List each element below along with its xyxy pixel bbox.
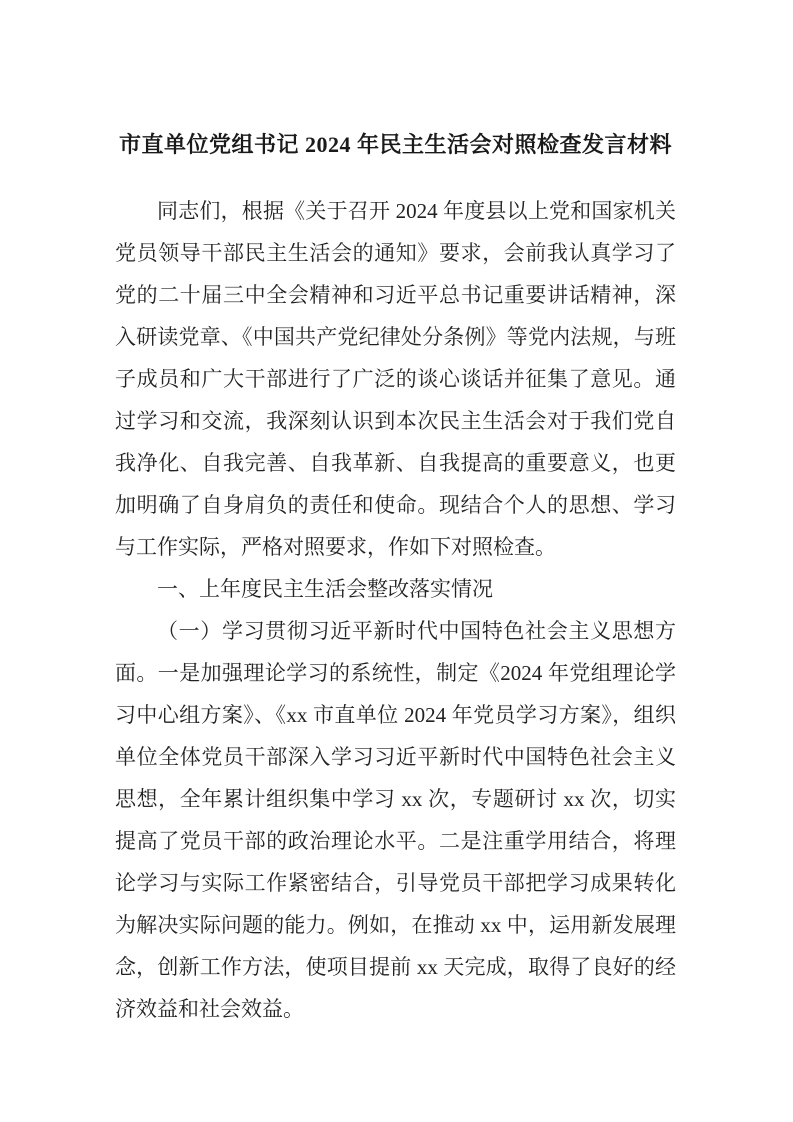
paragraph-section-one: （一）学习贯彻习近平新时代中国特色社会主义思想方面。一是加强理论学习的系统性，制定《2024 年党组理论学习中心组方案》、《xx 市直单位 2024 年党员学习方案》，组织单位全体党员干部深入学习习近平新时代中国特色社会主义思想，全年累计组织集中学习 xx 次，专题研讨 xx 次，切实提高了党员干部的政治理论水平。二是注重学用结合，将理论学习与实际工作紧密结合，引导党员干部把学习成果转化为解决实际问题的能力。例如，在推动 xx 中，运用新发展理念，创新工作方法，使项目提前 xx 天完成，取得了良好的经济效益和社会效益。 [115, 619, 676, 1021]
document-title: 市直单位党组书记 2024 年民主生活会对照检查发言材料 [118, 132, 672, 157]
paragraph-intro: 同志们，根据《关于召开 2024 年度县以上党和国家机关党员领导干部民主生活会的通知》要求，会前我认真学习了党的二十届三中全会精神和习近平总书记重要讲话精神，深入研读党章、《中国共产党纪律处分条例》等党内法规，与班子成员和广大干部进行了广泛的谈心谈话并征集了意见。通过学习和交流，我深刻认识到本次民主生活会对于我们党自我净化、自我完善、自我革新、自我提高的重要意义，也更加明确了自身肩负的责任和使命。现结合个人的思想、学习与工作实际，严格对照要求，作如下对照检查。 [115, 199, 676, 559]
section-heading-rectification: 一、上年度民主生活会整改落实情况 [157, 577, 493, 601]
